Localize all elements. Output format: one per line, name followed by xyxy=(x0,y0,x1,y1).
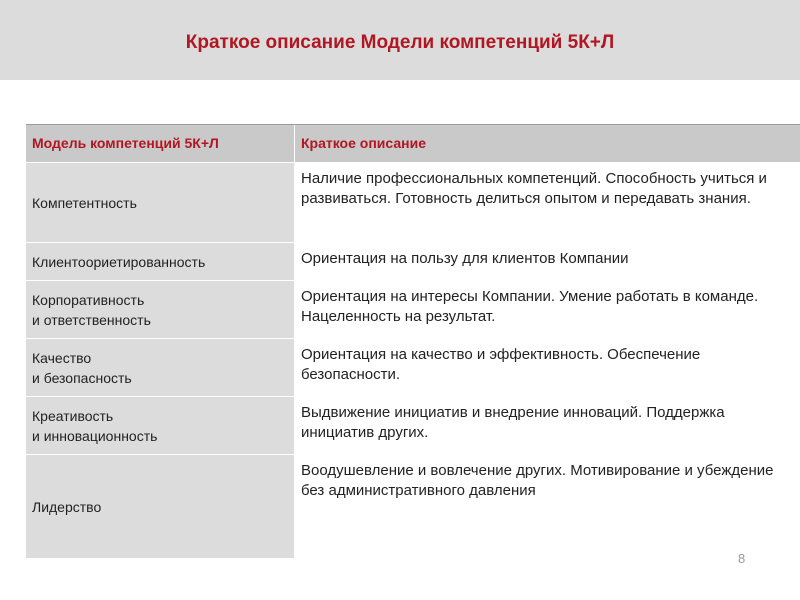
competency-description: Наличие профессиональных компетенций. Способность учиться и развиваться. Готовность делиться опытом и передавать знания. xyxy=(295,163,800,242)
header-description: Краткое описание xyxy=(295,125,800,162)
header-model: Модель компетенций 5К+Л xyxy=(26,125,294,162)
competency-name: Клиентоориетированность xyxy=(26,243,294,280)
table-row xyxy=(26,397,800,455)
competency-name: Качество и безопасность xyxy=(26,339,294,396)
slide-title: Краткое описание Модели компетенций 5К+Л xyxy=(185,32,615,53)
competency-description: Выдвижение инициатив и внедрение инноваций. Поддержка инициатив других. xyxy=(295,397,800,454)
table-row xyxy=(26,243,800,281)
competency-name: Лидерство xyxy=(26,455,294,558)
table-header-row xyxy=(26,125,800,163)
table-row xyxy=(26,455,800,559)
competency-name: Компетентность xyxy=(26,163,294,242)
table-row xyxy=(26,163,800,243)
title-bar xyxy=(0,0,800,80)
competency-table xyxy=(26,124,800,559)
competency-name: Корпоративность и ответственность xyxy=(26,281,294,338)
table-row xyxy=(26,339,800,397)
competency-name: Креативость и инновационность xyxy=(26,397,294,454)
competency-description: Ориентация на пользу для клиентов Компании xyxy=(295,243,800,280)
competency-description: Воодушевление и вовлечение других. Мотивирование и убеждение без административного давления xyxy=(295,455,800,558)
competency-description: Ориентация на интересы Компании. Умение работать в команде. Нацеленность на результат. xyxy=(295,281,800,338)
page-number: 8 xyxy=(738,551,746,566)
table-row xyxy=(26,281,800,339)
competency-description: Ориентация на качество и эффективность. Обеспечение безопасности. xyxy=(295,339,800,396)
